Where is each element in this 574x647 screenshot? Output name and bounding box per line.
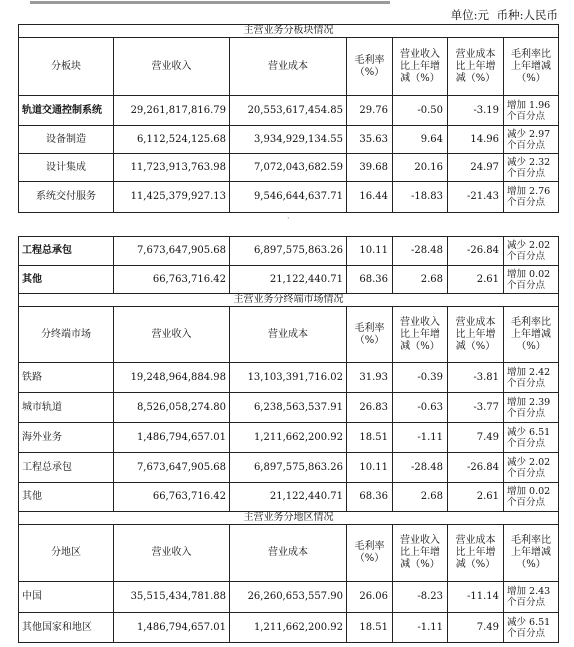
row-revenue: 1,486,794,657.01 bbox=[114, 423, 230, 453]
row-gross-margin: 26.83 bbox=[347, 393, 393, 423]
row-revenue-change: -28.48 bbox=[393, 453, 448, 483]
row-revenue: 66,763,716.42 bbox=[114, 266, 230, 294]
col-header-margin-change: 毛利率比上年增减（%） bbox=[504, 38, 559, 96]
unit-label: 单位:元 bbox=[450, 8, 489, 22]
segment-table-title: 主营业务分板块情况 bbox=[19, 25, 559, 38]
row-name: 中国 bbox=[19, 582, 114, 613]
region-header-row bbox=[19, 525, 559, 582]
row-cost-change: 24.97 bbox=[448, 154, 504, 182]
row-name: 铁路 bbox=[19, 363, 114, 393]
market-header-row bbox=[19, 307, 559, 363]
row-cost: 1,211,662,200.92 bbox=[230, 613, 347, 643]
currency-label: 币种:人民币 bbox=[496, 8, 558, 22]
row-revenue: 29,261,817,816.79 bbox=[114, 96, 230, 126]
row-revenue-change: -28.48 bbox=[393, 237, 448, 266]
col-header-cost: 营业成本 bbox=[230, 525, 347, 582]
unit-line bbox=[447, 8, 558, 22]
table-row bbox=[19, 393, 559, 423]
row-revenue: 1,486,794,657.01 bbox=[114, 613, 230, 643]
row-revenue: 11,723,913,763.98 bbox=[114, 154, 230, 182]
row-name: 其他国家和地区 bbox=[19, 613, 114, 643]
row-name: 设备制造 bbox=[19, 126, 114, 154]
row-gross-margin: 26.06 bbox=[347, 582, 393, 613]
col-header-margin-change: 毛利率比上年增减（%） bbox=[504, 307, 559, 363]
row-revenue: 66,763,716.42 bbox=[114, 483, 230, 512]
col-header-revenue: 营业收入 bbox=[114, 525, 230, 582]
row-gross-margin: 29.76 bbox=[347, 96, 393, 126]
row-cost-change: -26.84 bbox=[448, 237, 504, 266]
row-name: 系统交付服务 bbox=[19, 182, 114, 213]
row-margin-change: 增加 2.42 个百分点 bbox=[504, 363, 559, 393]
row-name: 其他 bbox=[19, 483, 114, 512]
page-break-mark: · bbox=[287, 214, 290, 223]
table-row bbox=[19, 453, 559, 483]
row-revenue: 35,515,434,781.88 bbox=[114, 582, 230, 613]
row-cost-change: -11.14 bbox=[448, 582, 504, 613]
market-region-table bbox=[18, 236, 559, 643]
row-cost-change: 2.61 bbox=[448, 266, 504, 294]
row-cost-change: -21.43 bbox=[448, 182, 504, 213]
row-gross-margin: 10.11 bbox=[347, 453, 393, 483]
row-gross-margin: 18.51 bbox=[347, 423, 393, 453]
row-cost: 7,072,043,682.59 bbox=[230, 154, 347, 182]
row-cost-change: 14.96 bbox=[448, 126, 504, 154]
row-cost: 6,897,575,863.26 bbox=[230, 237, 347, 266]
row-margin-change: 增加 2.43 个百分点 bbox=[504, 582, 559, 613]
row-revenue-change: -1.11 bbox=[393, 423, 448, 453]
row-revenue-change: 2.68 bbox=[393, 483, 448, 512]
market-section-title: 主营业务分终端市场情况 bbox=[19, 294, 559, 307]
table-row bbox=[19, 182, 559, 213]
table-row bbox=[19, 96, 559, 126]
col-header-revenue-change: 营业收入比上年增减（%） bbox=[393, 525, 448, 582]
row-name: 海外业务 bbox=[19, 423, 114, 453]
row-revenue: 6,112,524,125.68 bbox=[114, 126, 230, 154]
row-gross-margin: 18.51 bbox=[347, 613, 393, 643]
row-cost-change: 7.49 bbox=[448, 423, 504, 453]
row-revenue-change: -18.83 bbox=[393, 182, 448, 213]
col-header-gross-margin: 毛利率（%） bbox=[347, 525, 393, 582]
row-gross-margin: 68.36 bbox=[347, 266, 393, 294]
col-header-cost-change: 营业成本比上年增减（%） bbox=[448, 525, 504, 582]
row-name: 工程总承包 bbox=[19, 453, 114, 483]
row-margin-change: 减少 2.32 个百分点 bbox=[504, 154, 559, 182]
table-row bbox=[19, 613, 559, 643]
col-header-gross-margin: 毛利率（%） bbox=[347, 307, 393, 363]
row-margin-change: 增加 2.39 个百分点 bbox=[504, 393, 559, 423]
row-cost-change: -3.19 bbox=[448, 96, 504, 126]
col-header-cost-change: 营业成本比上年增减（%） bbox=[448, 38, 504, 96]
row-margin-change: 增加 2.76 个百分点 bbox=[504, 182, 559, 213]
segment-table bbox=[18, 24, 559, 213]
row-cost: 21,122,440.71 bbox=[230, 266, 347, 294]
table-row bbox=[19, 237, 559, 266]
row-margin-change: 减少 2.02 个百分点 bbox=[504, 453, 559, 483]
row-cost: 21,122,440.71 bbox=[230, 483, 347, 512]
row-revenue: 7,673,647,905.68 bbox=[114, 453, 230, 483]
row-gross-margin: 39.68 bbox=[347, 154, 393, 182]
row-cost: 3,934,929,134.55 bbox=[230, 126, 347, 154]
col-header-region: 分地区 bbox=[19, 525, 114, 582]
row-name: 设计集成 bbox=[19, 154, 114, 182]
segment-header-row bbox=[19, 38, 559, 96]
row-revenue: 7,673,647,905.68 bbox=[114, 237, 230, 266]
row-margin-change: 减少 2.02 个百分点 bbox=[504, 237, 559, 266]
row-margin-change: 减少 6.51 个百分点 bbox=[504, 613, 559, 643]
table-row bbox=[19, 582, 559, 613]
table-row bbox=[19, 483, 559, 512]
row-revenue: 19,248,964,884.98 bbox=[114, 363, 230, 393]
col-header-revenue-change: 营业收入比上年增减（%） bbox=[393, 307, 448, 363]
row-gross-margin: 35.63 bbox=[347, 126, 393, 154]
cropped-heading-strip bbox=[0, 0, 574, 6]
row-revenue-change: -8.23 bbox=[393, 582, 448, 613]
table-row bbox=[19, 363, 559, 393]
table-row bbox=[19, 154, 559, 182]
table-row bbox=[19, 423, 559, 453]
row-gross-margin: 16.44 bbox=[347, 182, 393, 213]
row-cost: 26,260,653,557.90 bbox=[230, 582, 347, 613]
row-cost: 1,211,662,200.92 bbox=[230, 423, 347, 453]
row-margin-change: 减少 2.97 个百分点 bbox=[504, 126, 559, 154]
row-margin-change: 增加 0.02 个百分点 bbox=[504, 483, 559, 512]
row-revenue: 8,526,058,274.80 bbox=[114, 393, 230, 423]
row-gross-margin: 68.36 bbox=[347, 483, 393, 512]
col-header-cost: 营业成本 bbox=[230, 38, 347, 96]
row-revenue: 11,425,379,927.13 bbox=[114, 182, 230, 213]
table-row bbox=[19, 266, 559, 294]
row-cost: 6,238,563,537.91 bbox=[230, 393, 347, 423]
row-margin-change: 减少 6.51 个百分点 bbox=[504, 423, 559, 453]
row-cost-change: -26.84 bbox=[448, 453, 504, 483]
row-gross-margin: 31.93 bbox=[347, 363, 393, 393]
row-revenue-change: -1.11 bbox=[393, 613, 448, 643]
row-gross-margin: 10.11 bbox=[347, 237, 393, 266]
row-name: 工程总承包 bbox=[19, 237, 114, 266]
row-revenue-change: 20.16 bbox=[393, 154, 448, 182]
col-header-revenue: 营业收入 bbox=[114, 307, 230, 363]
row-cost-change: 7.49 bbox=[448, 613, 504, 643]
row-margin-change: 增加 0.02 个百分点 bbox=[504, 266, 559, 294]
row-revenue-change: -0.50 bbox=[393, 96, 448, 126]
row-name: 其他 bbox=[19, 266, 114, 294]
row-margin-change: 增加 1.96 个百分点 bbox=[504, 96, 559, 126]
col-header-market: 分终端市场 bbox=[19, 307, 114, 363]
row-cost-change: -3.77 bbox=[448, 393, 504, 423]
row-revenue-change: 2.68 bbox=[393, 266, 448, 294]
row-cost-change: 2.61 bbox=[448, 483, 504, 512]
row-cost: 6,897,575,863.26 bbox=[230, 453, 347, 483]
col-header-segment: 分板块 bbox=[19, 38, 114, 96]
row-name: 城市轨道 bbox=[19, 393, 114, 423]
row-revenue-change: -0.63 bbox=[393, 393, 448, 423]
col-header-cost-change: 营业成本比上年增减（%） bbox=[448, 307, 504, 363]
row-revenue-change: -0.39 bbox=[393, 363, 448, 393]
col-header-revenue-change: 营业收入比上年增减（%） bbox=[393, 38, 448, 96]
col-header-margin-change: 毛利率比上年增减（%） bbox=[504, 525, 559, 582]
row-cost: 9,546,644,637.71 bbox=[230, 182, 347, 213]
row-cost: 20,553,617,454.85 bbox=[230, 96, 347, 126]
col-header-cost: 营业成本 bbox=[230, 307, 347, 363]
col-header-revenue: 营业收入 bbox=[114, 38, 230, 96]
region-section-title: 主营业务分地区情况 bbox=[19, 512, 559, 525]
row-cost: 13,103,391,716.02 bbox=[230, 363, 347, 393]
row-revenue-change: 9.64 bbox=[393, 126, 448, 154]
table-row bbox=[19, 126, 559, 154]
row-cost-change: -3.81 bbox=[448, 363, 504, 393]
row-name: 轨道交通控制系统 bbox=[19, 96, 114, 126]
col-header-gross-margin: 毛利率（%） bbox=[347, 38, 393, 96]
